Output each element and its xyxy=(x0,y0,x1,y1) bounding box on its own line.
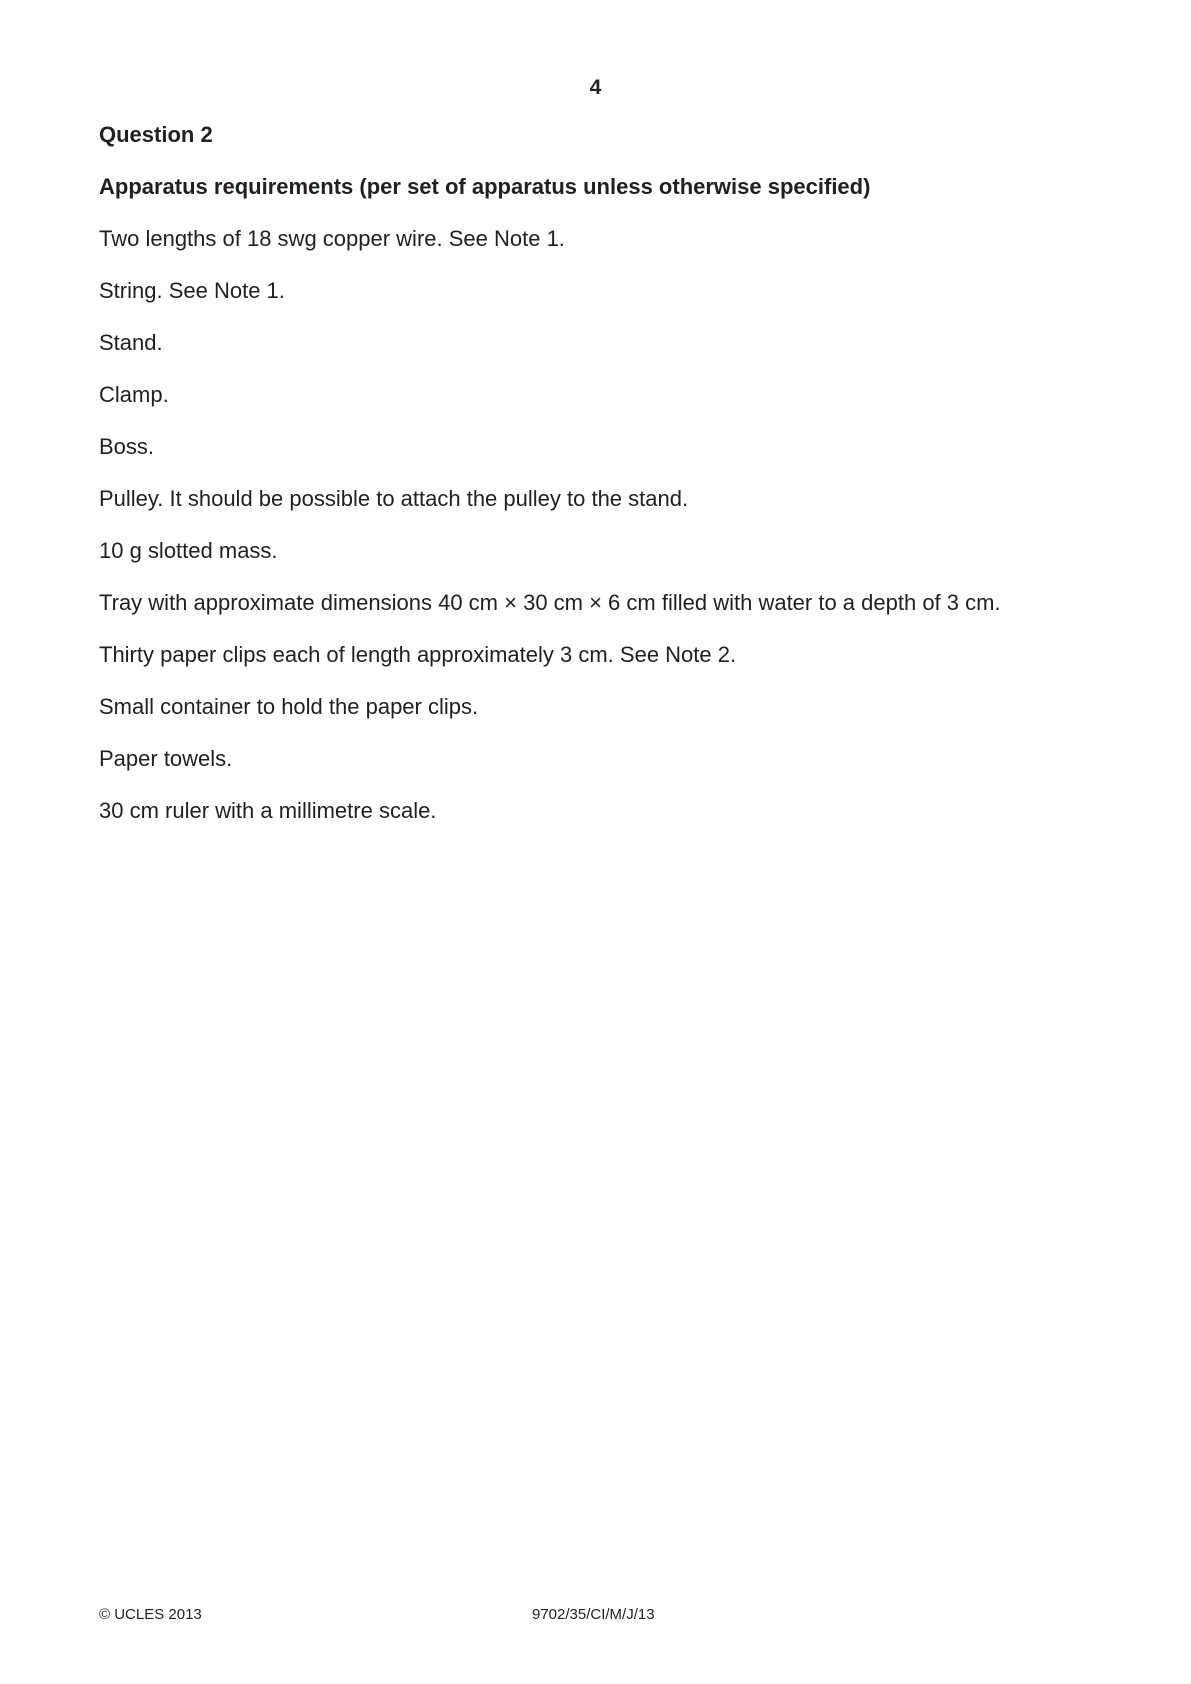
apparatus-item: Paper towels. xyxy=(99,746,233,771)
apparatus-item: Stand. xyxy=(99,330,163,355)
apparatus-item: 10 g slotted mass. xyxy=(99,538,278,563)
apparatus-item: Small container to hold the paper clips. xyxy=(99,694,479,719)
apparatus-list xyxy=(99,225,1099,825)
apparatus-heading: Apparatus requirements (per set of apparatus unless otherwise specified) xyxy=(99,174,871,199)
apparatus-item: Tray with approximate dimensions 40 cm × 30 cm × 6 cm filled with water to a depth of 3 cm. xyxy=(99,590,1001,615)
question-heading: Question 2 xyxy=(99,122,213,147)
document-code: 9702/35/CI/M/J/13 xyxy=(532,1606,655,1623)
page-number: 4 xyxy=(589,76,602,99)
apparatus-item: Pulley. It should be possible to attach the pulley to the stand. xyxy=(99,486,689,511)
apparatus-item: Boss. xyxy=(99,434,155,459)
apparatus-item: Two lengths of 18 swg copper wire. See Note 1. xyxy=(99,226,565,251)
apparatus-item: String. See Note 1. xyxy=(99,278,285,303)
apparatus-item: 30 cm ruler with a millimetre scale. xyxy=(99,798,437,823)
apparatus-item: Clamp. xyxy=(99,382,169,407)
apparatus-item: Thirty paper clips each of length approximately 3 cm. See Note 2. xyxy=(99,642,737,667)
copyright-notice: © UCLES 2013 xyxy=(99,1606,202,1623)
question-section xyxy=(99,121,1099,849)
